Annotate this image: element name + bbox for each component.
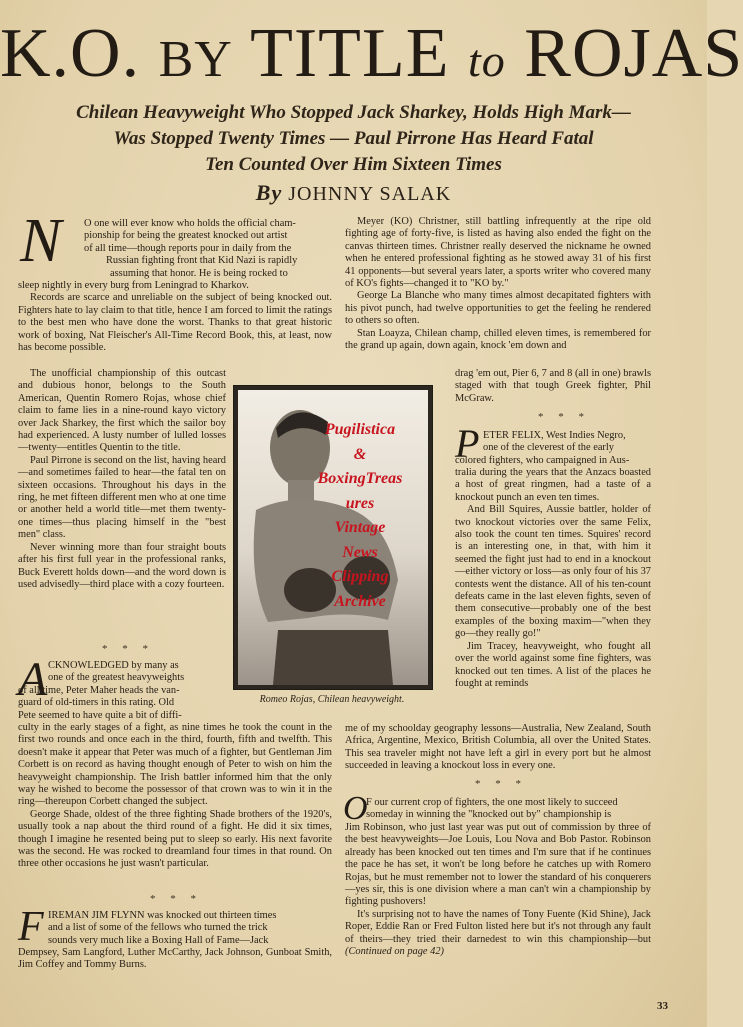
article-title: K.O. BY TITLE to ROJAS	[0, 15, 743, 92]
drop-cap-p: P	[455, 421, 480, 466]
maher-lines: CKNOWLEDGED by many as one of the greatest heavyweights of all time, Peter Maher heads the van- guard of old-timers in this rating. Old Pete seemed to have quite a bit of diffi-	[18, 660, 185, 721]
page-number: 33	[657, 1000, 668, 1012]
drop-cap-o: O	[343, 790, 368, 827]
section-divider: * * *	[475, 778, 527, 790]
intro-lines: O one will ever know who holds the official cham- pionship for being the greatest knocked out artist of all time—though reports pour in daily from the Russian fighting front that Kid Nazi is rapidly assuming that honor. He is being rocked to	[84, 218, 298, 279]
drop-cap-f: F	[18, 904, 44, 950]
continued-note: (Continued on page 42)	[345, 946, 444, 958]
article-subhead: Chilean Heavyweight Who Stopped Jack Sharkey, Holds High Mark— Was Stopped Twenty Times — Paul Pirrone Has Heard Fatal Ten Counted Over Him Sixteen Times	[76, 102, 631, 175]
photo-caption: Romeo Rojas, Chilean heavyweight.	[259, 694, 405, 705]
right-column-bottom: Jim Robinson, who just last year was put out of commission by three of the best heavyweights—Joe Louis, Lou Nova and Bob Pastor. Robinson already has been knocked out ten times and I'm sure that if he continues the pace he has set, it won't be long before he catches up with Romero Rojas, but he must remember not to lower the standard of his conquerers—yes sir, this is one division where a man can't win a championship by fighting pushovers! It's surprising not to have the names of Tony Fuente (Kid Shine), Jack Roper, Eddie Ran or Fred Fulton listed here but it's not through any fault of theirs—they tried their darnedest to win this championship—but (Continued on page 42)	[345, 822, 651, 958]
byline: By JOHNNY SALAK	[255, 180, 452, 205]
right-column-felix: tralia during the years that the Anzacs boasted a host of great ringmen, had a taste of a knockout punch an even ten times. And Bill Squires, Aussie battler, holder of two knockout victories over the same Felix, also took the count ten times. Squires' record is an interesting one, in that, with him it seemed the fight just had to end in a knockout—either victory or loss—as only four of his 37 contests went the distance. All of his ten-count defeats came in the last eleven fights, seven of them consecutive—probably one of the best examples of the boxing maxim—"when they go—they really go!" Jim Tracey, heavyweight, who fought all over the world against some fine fighters, was knocked out ten times. A list of the places he fought at reminds	[455, 467, 651, 689]
right-column-top: Meyer (KO) Christner, still battling infrequently at the ripe old fighting age of forty-five, is listed as having also ended the fight on the canvas thirteen times. Christner really deserved the nickname he owned when he entered professional fighting as he stowed away 31 of his first 41 opponents—but several years later, a sports writer who covered many of KO's fights—changed it to "KO by." George La Blanche who many times almost decapitated fighters with his pivot punch, had twelve opportunities to get the feeling he rendered to others so often. Stan Loayza, Chilean champ, chilled eleven times, is remembered for the grand up again, down again, knock 'em down and	[345, 216, 651, 352]
drop-cap-a: A	[18, 653, 48, 706]
right-column-wide: me of my schoolday geography lessons—Australia, New Zealand, South Africa, Argentine, Mexico, British Columbia, all over the United States. This sea traveler might not have left a girl in every port but he almost succeeded in leaving a knockout loss in every one.	[345, 723, 651, 772]
felix-lines: ETER FELIX, West Indies Negro, one of the cleverest of the early colored fighters, who campaigned in Aus-	[455, 430, 630, 466]
section-divider: * * *	[150, 893, 202, 905]
left-column-narrow: The unofficial championship of this outcast and dubious honor, belongs to the South American, Quentin Romero Rojas, whose chief claim to fame lies in a nine-round kayo victory over Jack Sharkey, the first which the sailor boy had experienced. A lusty number of lulled losses—twenty—entitles Quentin to the title. Paul Pirrone is second on the list, having heard—and sometimes failed to hear—the fatal ten on sixteen occasions. Throughout his days in the ring, he met fifteen different men who at one time or another held a world title—met them twenty-one times—thus placing himself in the "best men" class. Never winning more than four straight bouts after his first full year in the professional ranks, Buck Everett holds down—and the word down is used advisedly—third place with a cozy fourteen.	[18, 368, 226, 590]
section-divider: * * *	[102, 643, 154, 655]
archive-watermark: Pugilistica & BoxingTreas ures Vintage News Clipping Archive	[317, 421, 403, 610]
drop-cap-n: N	[20, 207, 62, 275]
right-column-narrow: drag 'em out, Pier 6, 7 and 8 (all in one) brawls staged with that tough Greek fighter, Phil McGraw.	[455, 368, 651, 404]
maher-paragraph: culty in the early stages of a fight, as nine times he took the count in the first two rounds and once each in the third, fourth, fifth and twelfth. This doesn't make it appear that Peter was much of a fighter, but Gentleman Jim Corbett is on record as having thought enough of Peter to wish on him the heavyweight championship. The Irish battler informed him that the only way he wished to become the possessor of that crown was to win it in the ring—thereupon Corbett changed the subject. George Shade, oldest of the three fighting Shade brothers of the 1920's, usually took a nap about the third round of a fight. He did it six times, though I imagine he resented being put to sleep so early. His next favorite was the second. He was rocked to dreamland four times in that round. On three other occasions he just wasn't particular.	[18, 722, 332, 870]
section-divider: * * *	[538, 411, 590, 423]
current-lines: F our current crop of fighters, the one most likely to succeed someday in winning the "knocked out by" championship is	[366, 797, 618, 821]
flynn-paragraph: Dempsey, Sam Langford, Luther McCarthy, Jack Johnson, Gunboat Smith, Jim Coffey and Tommy Burns.	[18, 947, 332, 971]
left-column-top: sleep nightly in every burg from Leningrad to Kharkov. Records are scarce and unreliable on the subject of being knocked out. Fighters hate to lay claim to that title, hence I am forced to limit the ratings to the best men who have done the worst. Thanks to that great historic work of boxing, Nat Fleischer's All-Time Record Book, this, at least, now has become possible.	[18, 280, 332, 354]
flynn-lines: IREMAN JIM FLYNN was knocked out thirteen times and a list of some of the fellows who turned the trick sounds very much like a Boxing Hall of Fame—Jack	[48, 910, 277, 946]
